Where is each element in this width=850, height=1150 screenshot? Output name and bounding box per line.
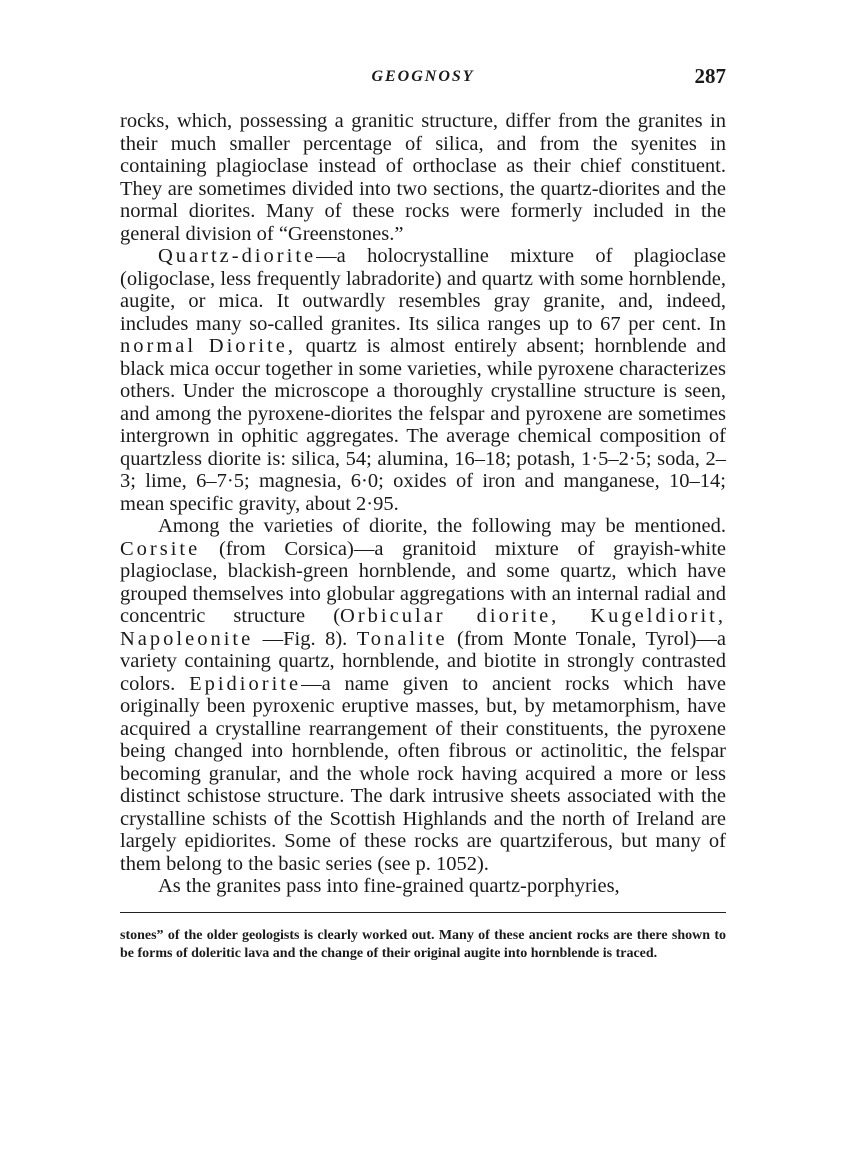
paragraph-quartz-diorite — [120, 245, 726, 515]
book-page — [120, 64, 726, 964]
term-corsite: Corsite — [120, 537, 201, 560]
running-head — [120, 64, 726, 92]
term-epidiorite: Epidiorite — [189, 672, 302, 695]
paragraph-granites: As the granites pass into fine-grained quartz-porphyries, — [158, 875, 620, 897]
paragraph-text: —Fig. 8). — [253, 627, 357, 650]
footnote-rule — [120, 912, 726, 913]
term-tonalite: Tonalite — [356, 627, 448, 650]
body-text — [120, 110, 726, 898]
paragraph-text: Among the varieties of diorite, the following may be mentioned. — [158, 515, 726, 537]
term-normal-diorite: normal Diorite, — [120, 335, 296, 357]
paragraph-continuation: rocks, which, possessing a granitic structure, differ from the granites in their much smaller percentage of silica, and from the syenites in containing plagioclase instead of orthoclase as their chief constituent. They are sometimes divided into two sections, the quartz-diorites and the normal diorites. Many of these rocks were formerly included in the general division of “Greenstones.” — [120, 110, 726, 245]
paragraph-varieties — [120, 515, 726, 875]
paragraph-text: —a name given to ancient rocks which have originally been pyroxenic eruptive masses, but, by metamorphism, have acquired a crystalline rearrangement of their constituents, the pyroxene being changed into hornblende, often fibrous or actinolitic, the felspar becoming granular, and the whole rock having acquired a more or less distinct schistose structure. The dark intrusive sheets associated with the crystalline schists of the Scottish Highlands and the north of Ireland are largely epidiorites. Some of these rocks are quartziferous, but many of them belong to the basic series (see p. 1052). — [120, 672, 726, 875]
paragraph-text: —a holocrystalline mixture of plagioclase (oligoclase, less frequently labradorite) and quartz with some hornblende, augite, or mica. It outwardly resembles gray granite, and, indeed, includes many so-called granites. Its silica ranges up to 67 per cent. In — [120, 245, 726, 335]
running-title: GEOGNOSY — [371, 68, 475, 85]
paragraph-text: (from Monte Tonale, Tyrol)—a variety containing quartz, hornblende, and biotite in strongly contrasted colors. — [120, 627, 726, 695]
footnote: stones” of the older geologists is clearly worked out. Many of these ancient rocks are there shown to be forms of doleritic lava and the change of their original augite into hornblende is traced. — [120, 927, 726, 961]
paragraph-text: quartz is almost entirely absent; hornblende and black mica occur together in some varieties, while pyroxene characterizes others. Under the microscope a thoroughly crystalline structure is seen, and among the pyroxene-diorites the felspar and pyroxene are sometimes intergrown in ophitic aggregates. The average chemical composition of quartzless diorite is: silica, 54; alumina, 16–18; potash, 1·5–2·5; soda, 2–3; lime, 6–7·5; magnesia, 6·0; oxides of iron and manganese, 10–14; mean specific gravity, about 2·95. — [120, 335, 726, 515]
term-quartz-diorite: Quartz-diorite — [158, 245, 317, 267]
paragraph-text: (from Corsica)—a granitoid mixture of grayish-white plagioclase, blackish-green hornblende, and some quartz, which have grouped themselves into globular aggregations with an internal radial and concentric structure ( — [120, 537, 726, 627]
page-number: 287 — [694, 64, 726, 88]
term-orbicular-diorite: Orbicular diorite, Kugeldiorit, Napoleonite — [120, 605, 726, 650]
